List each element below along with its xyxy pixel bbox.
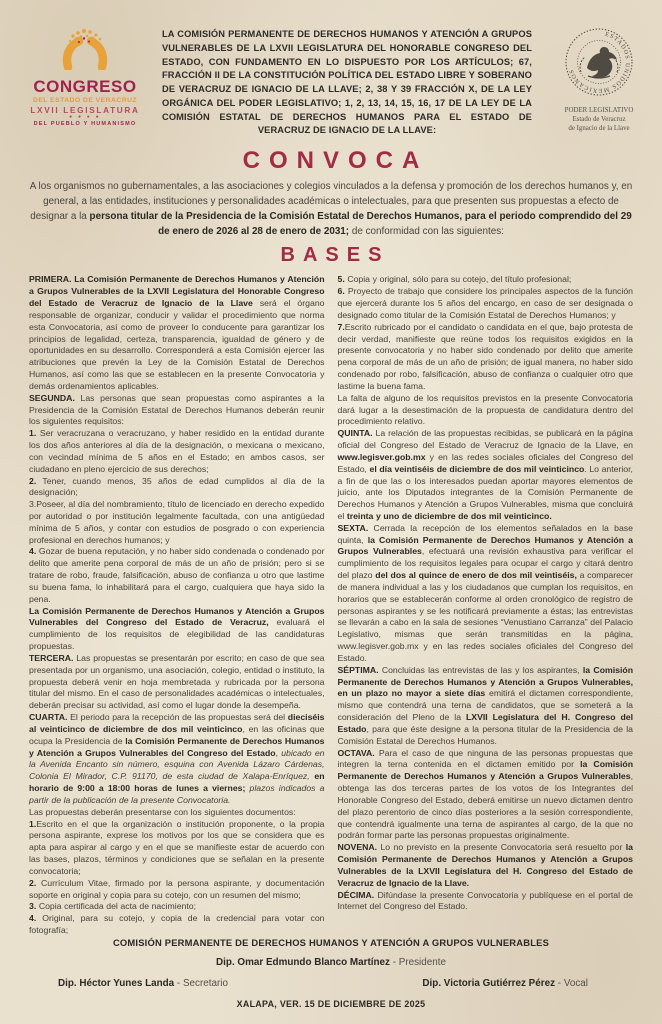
text-segment: la Comisión Permanente de Derechos Humanos y Atención a Grupos Vulnerables, en un plazo no mayor a siete días: [337, 664, 633, 699]
text-segment: Las propuestas deberán presentarse con los siguientes documentos:: [29, 806, 296, 817]
convoca-title: CONVOCA: [242, 147, 429, 174]
paragraph: [29, 428, 325, 475]
logo-congreso-text: CONGRESO: [33, 77, 137, 96]
text-segment: La relación de las propuestas recibidas, se publicará en la página oficial del Congreso del Estado de Veracruz de Ignacio de la Llave, en: [337, 428, 633, 451]
paragraph: [29, 499, 325, 546]
text-segment: 5.: [337, 274, 345, 285]
paragraph: [27, 180, 635, 239]
text-segment: Gozar de buena reputación, y no haber sido condenada o condenado por delito que amerite pena corporal de más de un año de prisión; pero si se tratare de robo, fraude, falsificación, abuso de confianza u otro que lastime su buena fama, lo inhabilitará para el cargo, cualquiera que haya sido la pena.: [29, 546, 325, 604]
paragraph: [338, 523, 634, 665]
text-segment: Escrito rubricado por el candidato o candidata en el que, bajo protesta de decir verdad, manifieste que reúne todos los requisitos exigidos en la presente convocatoria y no haber sido condenado por delito que amerite pena corporal de más de un año de prisión; de igual manera, no haber sido condenado por robo, falsificación, abuso de confianza o cualquier otro que lastime la buena fama.: [337, 321, 633, 391]
place-date: XALAPA, VER. 15 DE DICIEMBRE DE 2025: [236, 998, 426, 1009]
text-segment: Difúndase la presente Convocatoria y publíquese en el portal de Internet del Congreso del Estado.: [337, 889, 633, 912]
legislative-seal: [546, 20, 652, 133]
text-segment: el día veintiséis de diciembre de dos mil veinticinco: [369, 463, 585, 474]
president-role: - Presidente: [392, 956, 446, 968]
paragraph: [29, 606, 325, 653]
text-segment: Tener, cuando menos, 35 años de edad cumplidos al día de la designación;: [29, 475, 325, 498]
text-segment: persona titular de la Presidencia de la Comisión Estatal de Derechos Humanos, para el periodo comprendido del 29 de enero de 2026 al 28 de enero de 2031;: [89, 210, 632, 237]
convoca-intro: [0, 175, 662, 239]
paragraph: [29, 393, 325, 428]
text-segment: , en las oficinas que ocupa la Presidencia de: [29, 723, 325, 746]
paragraph: [338, 428, 634, 523]
vocal-role: - Vocal: [557, 977, 588, 989]
paragraph: [29, 712, 325, 807]
text-segment: la Comisión Permanente de Derechos Humanos y Atención a Grupos Vulnerables del Congreso del Estado: [29, 735, 325, 758]
text-segment: 1.: [29, 428, 37, 439]
seal-caption: [546, 107, 652, 133]
text-segment: en horario de 9:00 a 18:00 horas de lunes a viernes;: [29, 771, 325, 794]
text-segment: 6.: [337, 286, 345, 297]
text-segment: 2.: [29, 475, 37, 486]
text-segment: Ser veracruzana o veracruzano, y haber residido en la entidad durante los dos años anteriores al día de la designación, o mexicana o mexicano, con vecindad mínima de 5 años en el Estado; en ambos casos, ser ciudadano en pleno ejercicio de sus derechos;: [29, 428, 325, 474]
text-segment: LXVII Legislatura del H. Congreso del Estado: [337, 712, 633, 734]
paragraph: [338, 322, 634, 393]
text-segment: dieciséis al veinticinco de diciembre de dos mil veinticinco: [29, 712, 325, 734]
paragraph: [338, 665, 634, 748]
seal-caption-line2: Estado de Veracruz: [572, 115, 626, 123]
text-segment: DÉCIMA.: [337, 889, 375, 900]
seal-caption-line1: PODER LEGISLATIVO: [564, 107, 634, 114]
text-segment: Para el caso de que ninguna de las personas propuestas que integren la terna contenida en el dictamen emitido por: [337, 747, 633, 770]
text-segment: Currículum Vitae, firmado por la persona aspirante, y documentación soporte en original y copia para su cotejo, con un resumen del mismo;: [29, 877, 325, 900]
text-segment: La Comisión Permanente de Derechos Humanos y Atención a Grupos Vulnerables del Congreso del Estado de Veracruz,: [29, 605, 325, 628]
text-segment: Cerrada la recepción de los elementos señalados en la base quinta,: [337, 522, 633, 545]
logo-legislatura-text: LXVII LEGISLATURA: [30, 106, 140, 115]
secretary-name: Dip. Héctor Yunes Landa: [58, 977, 175, 989]
text-segment: evaluará el cumplimiento de los requisitos de elegibilidad de las candidaturas propuestas.: [29, 617, 325, 652]
text-segment: plazos indicados a partir de la publicación de la presente Convocatoria.: [29, 783, 325, 805]
paragraph: [29, 878, 325, 902]
signature-row: [0, 978, 662, 989]
bases-right-column: [338, 274, 634, 913]
paragraph: [29, 546, 325, 605]
text-segment: del dos al quince de enero de dos mil veintiséis,: [375, 570, 577, 581]
mexico-eagle-seal-icon: [561, 24, 637, 100]
text-segment: 4.: [29, 546, 37, 557]
president-name: Dip. Omar Edmundo Blanco Martínez: [216, 956, 390, 968]
text-segment: la Comisión Permanente de Derechos Humanos y Atención a Grupos Vulnerables: [337, 759, 633, 782]
text-segment: SEXTA.: [337, 522, 369, 533]
document-header: [0, 0, 662, 138]
text-segment: 3.Poseer, al día del nombramiento, título de licenciado en derecho expedido por autoridad o por institución legalmente facultada, con una antigüedad mínima de 5 años, y contar con estudios de posgrado o con experiencia profesional en derechos humanos; y: [29, 499, 325, 545]
paragraph: [338, 393, 634, 428]
text-segment: 3.: [29, 901, 37, 912]
text-segment: Copia y original, sólo para su cotejo, del título profesional;: [344, 274, 572, 285]
text-segment: Las personas que sean propuestas como aspirantes a la Presidencia de la Comisión Estatal de Derechos Humanos deberán reunir los siguientes requisitos:: [29, 392, 325, 427]
logo-estado-text: DEL ESTADO DE VERACRUZ: [32, 97, 138, 104]
text-segment: será el órgano responsable de organizar, conducir y validar el procedimiento que norma esta Convocatoria, así como de proveer lo conducente para garantizar los principios de legalidad, certeza, transparencia, igualdad de género y de oportunidades en su desarrollo. Corresponderá a esta Comisión ejercer las atribuciones que prevén la Ley de la Comisión Estatal de Derechos Humanos, así como las que se establecen en la presente Convocatoria y demás ordenamientos aplicables.: [29, 298, 325, 391]
vocal-name: Dip. Victoria Gutiérrez Pérez: [422, 977, 556, 989]
paragraph: [338, 890, 634, 914]
text-segment: PRIMERA. La Comisión Permanente de Derechos Humanos y Atención a Grupos Vulnerables de la LXVII Legislatura del Honorable Congreso del Estado de Veracruz de Ignacio de la Llave: [29, 274, 325, 309]
paragraph: [29, 901, 325, 913]
text-segment: www.legisver.gob.mx: [337, 451, 426, 462]
text-segment: Escrito en el que la organización o institución proponente, o la propia persona aspirante, exprese los motivos por los que se considera que es apta para aspirar al cargo y en el que se manifieste estar de acuerdo con las bases, plazos, términos y condiciones que se señalan en la presente convocatoria;: [29, 818, 325, 876]
paragraph: [338, 274, 634, 286]
text-segment: emitirá el dictamen correspondiente, mismo que contendrá una terna de candidatos, que se someterá a la consideración del Pleno de la: [337, 688, 633, 723]
congress-emblem-icon: [53, 26, 117, 70]
text-segment: La falta de alguno de los requisitos previstos en la presente Convocatoria dará lugar a la desestimación de la propuesta de candidatura dentro del procedimiento relativo.: [337, 392, 633, 427]
text-segment: SÉPTIMA.: [337, 664, 379, 675]
text-segment: OCTAVA.: [337, 747, 375, 758]
secretary-role: - Secretario: [176, 977, 228, 989]
bases-columns: [0, 274, 662, 936]
signature-block: [0, 937, 662, 1024]
text-segment: Concluidas las entrevistas de las y los aspirantes,: [378, 664, 583, 675]
text-segment: la Comisión Permanente de Derechos Humanos y Atención a Grupos Vulnerables: [337, 534, 633, 557]
text-segment: , obtenga las dos terceras partes de los votos de los Integrantes del Honorable Congreso del Estado, deberá emitirse un nuevo dictamen dentro del plazo perentorio de cinco días posteriores a la sesión correspondiente, que contendrá igualmente una terna de aspirantes al cargo, de la que no podrán formar parte las personas propuestas originalmente.: [337, 771, 633, 841]
signature-secretary: [58, 978, 228, 989]
paragraph: [338, 842, 634, 889]
paragraph: [338, 748, 634, 843]
logo-dots-divider: ● ● ● ●: [69, 114, 101, 120]
text-segment: ,: [275, 747, 282, 758]
text-segment: CUARTA.: [29, 712, 68, 723]
text-segment: 2.: [29, 877, 37, 888]
text-segment: SEGUNDA.: [29, 392, 75, 403]
text-segment: Lo no previsto en la presente Convocatoria será resuelto por: [377, 842, 626, 853]
text-segment: NOVENA.: [337, 842, 378, 853]
bases-title: BASES: [280, 244, 390, 267]
text-segment: y en las redes sociales oficiales del Congreso del Estado,: [337, 451, 633, 474]
text-segment: TERCERA.: [29, 652, 74, 663]
text-segment: la Comisión Permanente de Derechos Humanos y Atención a Grupos Vulnerables de la LXVII Legislatura del H. Congreso del Estado de Veracruz de Ignacio de la Llave.: [337, 842, 633, 888]
paragraph: [29, 653, 325, 712]
text-segment: treinta y uno de diciembre de dos mil veinticinco.: [346, 511, 552, 521]
text-segment: Las propuestas se presentarán por escrito; en caso de que sea presentada por un organismo, una asociación, colegio, entidad o instituto, la propuesta deberá venir en hoja membretada y rubricada por la persona titular del mismo. En el caso de personalidades académicas o intelectuales, deberán precisar su actividad, así como el lugar donde la desempeña.: [29, 652, 325, 711]
text-segment: Original, para su cotejo, y copia de la credencial para votar con fotografía;: [29, 913, 325, 935]
seal-ring-text: ESTADOS UNIDOS MEXICANOS: [568, 31, 631, 94]
text-segment: 7.: [337, 321, 345, 332]
text-segment: . Lo anterior, a fin de que las o los interesados puedan aportar mayores elementos de juicio, ante los Diputados integrantes de la Comisión Permanente de Derechos Humanos y Atención a Grupos Vulnerables, misma que concluirá el: [337, 463, 633, 521]
congress-logo: [26, 20, 144, 127]
paragraph: [29, 274, 325, 392]
text-segment: 1.: [29, 818, 37, 829]
bases-left-column: [29, 274, 325, 936]
text-segment: Proyecto de trabajo que considere los principales aspectos de la función que ejercerá durante los 5 años del encargo, en caso de ser designada o designado como titular de la Comisión Estatal de Derechos Humanos; y: [337, 286, 633, 320]
text-segment: de conformidad con las siguientes:: [349, 225, 504, 237]
legal-preamble: LA COMISIÓN PERMANENTE DE DERECHOS HUMANOS Y ATENCIÓN A GRUPOS VULNERABLES DE LA LXVII LEGISLATURA DEL HONORABLE CONGRESO DEL ESTADO, CON FUNDAMENTO EN LO DISPUESTO POR LOS ARTÍCULOS; 67, FRACCIÓN II DE LA CONSTITUCIÓN POLÍTICA DEL ESTADO LIBRE Y SOBERANO DE VERACRUZ DE IGNACIO DE LA LLAVE; 2, 38 Y 39 FRACCIÓN X, DE LA LEY ORGÁNICA DEL PODER LEGISLATIVO; 1, 2, 13, 14, 15, 16, 17 DE LA LEY DE LA COMISIÓN ESTATAL DE DERECHOS HUMANOS PARA EL ESTADO DE VERACRUZ DE IGNACIO DE LA LLAVE:: [162, 29, 532, 136]
text-segment: QUINTA.: [337, 428, 373, 439]
paragraph: [29, 913, 325, 937]
text-segment: Copia certificada del acta de nacimiento;: [36, 901, 197, 912]
eagle-silhouette: [587, 47, 617, 78]
seal-caption-line3: de Ignacio de la Llave: [568, 124, 630, 132]
text-segment: 4.: [29, 913, 37, 924]
text-segment: , para que éste designe a la persona titular de la Presidencia de la Comisión Estatal de Derechos Humanos.: [337, 723, 633, 746]
paragraph: [29, 807, 325, 819]
text-segment: El periodo para la recepción de las propuestas será del: [67, 712, 288, 723]
signature-vocal: [422, 978, 588, 989]
paragraph: [29, 476, 325, 500]
text-segment: , efectuará una revisión exhaustiva para verificar el cumplimiento de los requisitos legales para ocupar el cargo y citará dentro del plazo: [337, 546, 633, 581]
text-segment: a comparecer de manera individual a las y los ciudadanos que cumplan los requisitos, en horarios que se establecerán conforme al orden cronológico de registro de personas aspirantes y se les notificará previamente a éstas; las entrevistas se llevarán a cabo en la sala de sesiones “Venustiano Carranza” del Palacio Legislativo, mismas que serán transmitidas en la página, www.legisver.gob.mx y en las redes sociales oficiales del Congreso del Estado.: [337, 570, 633, 663]
signature-president: [0, 957, 662, 968]
paragraph: [338, 286, 634, 321]
text-segment: ubicado en la Avenida Encanto sin número, esquina con Avenida Lázaro Cárdenas, Colonia El Mirador, C.P. 91170, de esta ciudad de Xalapa-Enríquez,: [29, 747, 325, 782]
text-segment: A los organismos no gubernamentales, a las asociaciones y colegios vinculados a la defensa y promoción de los derechos humanos y, en general, a las entidades, instituciones y personalidades académicas o intelectuales, para que presenten sus propuestas a efecto de designar a la: [29, 181, 633, 222]
paragraph: [29, 819, 325, 878]
committee-name: COMISIÓN PERMANENTE DE DERECHOS HUMANOS Y ATENCIÓN A GRUPOS VULNERABLES: [112, 936, 550, 948]
logo-motto-text: DEL PUEBLO Y HUMANISMO: [33, 121, 137, 127]
